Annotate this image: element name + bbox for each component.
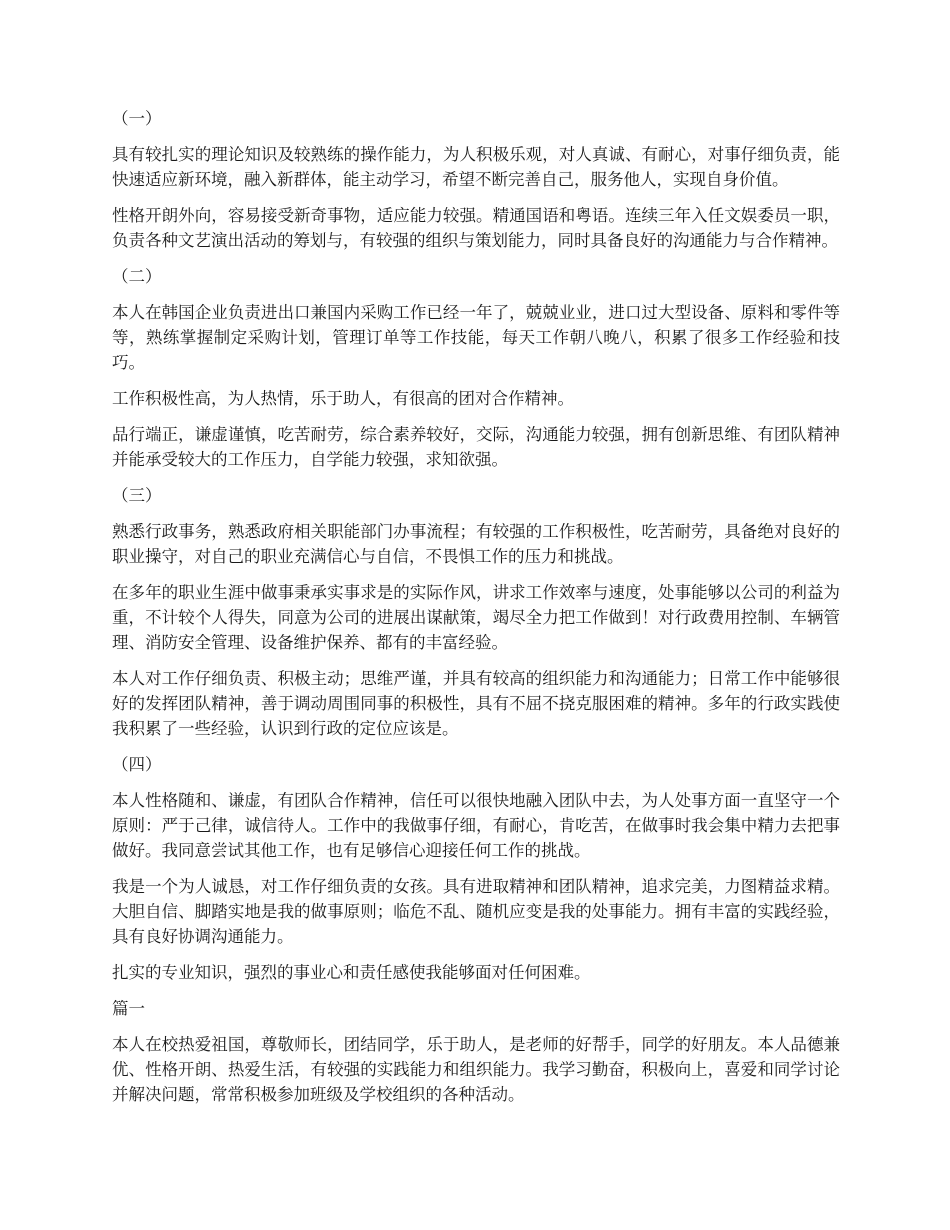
- section-heading-1: （一）: [112, 109, 162, 128]
- paragraph: 本人对工作仔细负责、积极主动；思维严谨，并具有较高的组织能力和沟通能力；日常工作中能够很好的发挥团队精神，善于调动周围同事的积极性，具有不屈不挠克服困难的精神。多年的行政实践使我积累了一些经验，认识到行政的定位应该是。: [112, 669, 840, 738]
- paragraph: 熟悉行政事务，熟悉政府相关职能部门办事流程；有较强的工作积极性，吃苦耐劳，具备绝对良好的职业操守，对自己的职业充满信心与自信，不畏惧工作的压力和挑战。: [112, 522, 840, 566]
- section-heading-4: （四）: [112, 755, 162, 774]
- section-heading-5: 篇一: [112, 999, 145, 1018]
- paragraph: 品行端正，谦虚谨慎，吃苦耐劳，综合素养较好，交际，沟通能力较强，拥有创新思维、有团队精神并能承受较大的工作压力，自学能力较强，求知欲强。: [112, 425, 840, 469]
- paragraph: 本人在韩国企业负责进出口兼国内采购工作已经一年了，兢兢业业，进口过大型设备、原料和零件等等，熟练掌握制定采购计划，管理订单等工作技能，每天工作朝八晚八，积累了很多工作经验和技巧。: [112, 303, 840, 372]
- paragraph: 性格开朗外向，容易接受新奇事物，适应能力较强。精通国语和粤语。连续三年入任文娱委员一职，负责各种文艺演出活动的筹划与，有较强的组织与策划能力，同时具备良好的沟通能力与合作精神。: [112, 206, 840, 250]
- paragraph: 本人性格随和、谦虚，有团队合作精神，信任可以很快地融入团队中去，为人处事方面一直坚守一个原则：严于己律，诚信待人。工作中的我做事仔细，有耐心，肯吃苦，在做事时我会集中精力去把事做好。我同意尝试其他工作，也有足够信心迎接任何工作的挑战。: [112, 791, 840, 860]
- document-body: [112, 106, 840, 1118]
- section-heading-2: （二）: [112, 267, 162, 286]
- paragraph: 扎实的专业知识，强烈的事业心和责任感使我能够面对任何困难。: [112, 963, 591, 982]
- paragraph: 在多年的职业生涯中做事秉承实事求是的实际作风，讲求工作效率与速度，处事能够以公司的利益为重，不计较个人得失，同意为公司的进展出谋献策，竭尽全力把工作做到！对行政费用控制、车辆管理、消防安全管理、设备维护保养、都有的丰富经验。: [112, 583, 840, 652]
- section-heading-3: （三）: [112, 486, 162, 505]
- paragraph: 具有较扎实的理论知识及较熟练的操作能力，为人积极乐观，对人真诚、有耐心，对事仔细负责，能快速适应新环境，融入新群体，能主动学习，希望不断完善自己，服务他人，实现自身价值。: [112, 145, 840, 189]
- paragraph: 本人在校热爱祖国，尊敬师长，团结同学，乐于助人，是老师的好帮手，同学的好朋友。本人品德兼优、性格开朗、热爱生活，有较强的实践能力和组织能力。我学习勤奋，积极向上，喜爱和同学讨论并解决问题，常常积极参加班级及学校组织的各种活动。: [112, 1035, 840, 1104]
- paragraph: 我是一个为人诚恳，对工作仔细负责的女孩。具有进取精神和团队精神，追求完美，力图精益求精。大胆自信、脚踏实地是我的做事原则；临危不乱、随机应变是我的处事能力。拥有丰富的实践经验，具有良好协调沟通能力。: [112, 877, 840, 946]
- paragraph: 工作积极性高，为人热情，乐于助人，有很高的团对合作精神。: [112, 389, 574, 408]
